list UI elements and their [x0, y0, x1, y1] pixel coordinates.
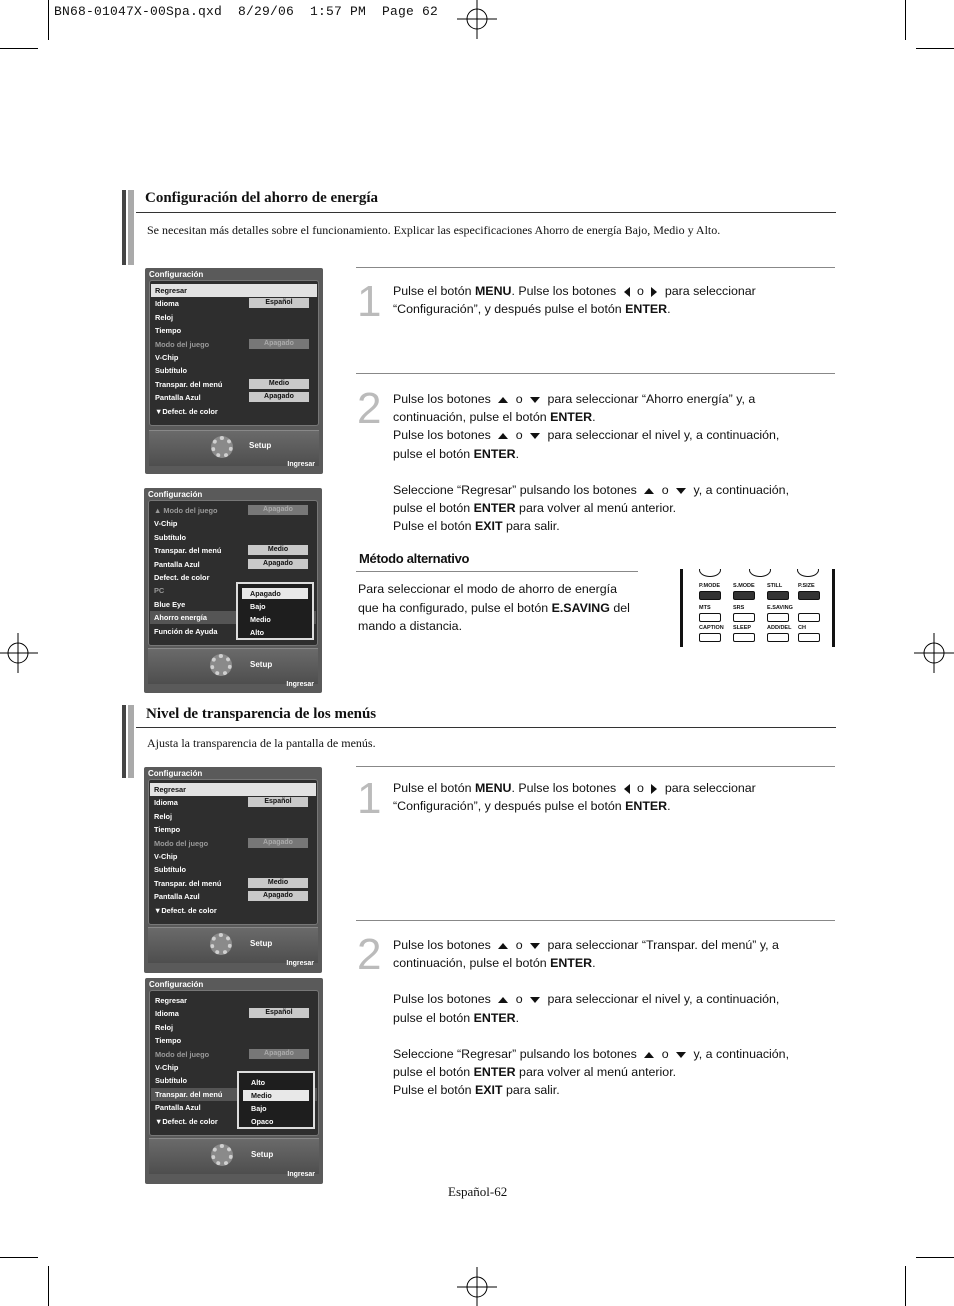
text: o — [512, 992, 527, 1007]
text: Pulse el botón — [393, 519, 475, 534]
text: para volver al menú anterior. — [515, 501, 677, 516]
text: “Configuración”, y después pulse el botón — [393, 799, 626, 814]
text: Pulse el botón — [393, 284, 475, 298]
osd-menu-item — [151, 311, 317, 324]
osd-popup-option: Bajo — [250, 602, 266, 611]
text: EXIT — [474, 1083, 503, 1098]
osd-menu-item — [151, 1034, 317, 1047]
osd-menu-item-label: Reloj — [155, 1022, 174, 1032]
crop-mark — [916, 48, 954, 49]
up-arrow-icon — [498, 433, 508, 439]
text: Seleccione “Regresar” pulsando los botones — [393, 1046, 641, 1061]
osd-menu-item — [151, 297, 317, 310]
osd-menu-item — [150, 504, 316, 517]
osd-menu-item-value: Medio — [248, 878, 308, 888]
osd-footer — [149, 1138, 319, 1178]
remote-button-label: CAPTION — [699, 625, 724, 631]
text: ENTER — [473, 446, 516, 461]
step-rule — [356, 920, 835, 921]
osd-menu-item — [150, 850, 316, 863]
osd-menu-item-label: ▼Defect. de color — [154, 905, 217, 915]
text: Pulse el botón — [393, 781, 475, 795]
osd-menu-item — [151, 405, 317, 418]
osd-menu-item-label: Reloj — [155, 312, 174, 322]
remote-button — [699, 633, 721, 642]
osd-popup-option: Medio — [250, 615, 271, 624]
up-arrow-icon — [644, 1052, 654, 1058]
osd-menu-item — [150, 863, 316, 876]
osd-menu-item-value: Apagado — [249, 339, 309, 349]
section-description: Ajusta la transparencia de la pantalla de menús. — [147, 736, 376, 750]
osd-menu-item — [150, 531, 316, 544]
osd-menu-item-label: Reloj — [154, 811, 173, 821]
text: Pulse los botones — [393, 992, 495, 1007]
text: ENTER — [625, 302, 668, 317]
step-text — [393, 936, 813, 1099]
text: Seleccione “Regresar” pulsando los botones — [393, 482, 641, 497]
crop-mark — [905, 0, 906, 40]
osd-menu-item — [150, 783, 316, 796]
osd-menu-item — [151, 994, 317, 1007]
step-text — [393, 779, 813, 815]
text: Para seleccionar el modo de ahorro de energía que ha configurado, pulse el botón — [358, 582, 617, 615]
osd-menu-item-label: V-Chip — [154, 519, 178, 529]
left-arrow-icon — [624, 287, 630, 297]
osd-menu-item — [151, 364, 317, 377]
osd-menu-item — [151, 284, 317, 297]
text: pulse el botón — [393, 501, 474, 516]
text: del mando a distancia. — [358, 600, 630, 634]
text: o — [512, 938, 527, 952]
text: Pulse los botones — [393, 428, 495, 443]
osd-menu-item-label: Modo del juego — [155, 1049, 210, 1059]
alt-method-text — [358, 580, 638, 636]
osd-menu-screenshot — [144, 767, 322, 973]
osd-title: Configuración — [149, 980, 204, 989]
down-arrow-icon — [530, 397, 540, 403]
remote-button-label: P.MODE — [699, 583, 720, 589]
osd-menu-item-value: Español — [249, 1008, 309, 1018]
osd-menu-item-value: Español — [249, 298, 309, 308]
text: para volver al menú anterior. — [515, 1065, 677, 1080]
osd-menu-item-label: Pantalla Azul — [154, 892, 200, 902]
osd-menu-item — [151, 1048, 317, 1061]
osd-menu-screenshot — [145, 978, 323, 1184]
down-arrow-icon — [530, 433, 540, 439]
text: . — [515, 446, 520, 461]
text: ENTER — [473, 1010, 516, 1025]
text: “Configuración”, y después pulse el botón — [393, 302, 626, 317]
section-title: Nivel de transparencia de los menús — [146, 706, 377, 722]
remote-button — [733, 633, 755, 642]
step-number: 2 — [357, 384, 382, 433]
osd-menu-item-label: Ahorro energía — [154, 613, 207, 623]
down-arrow-icon — [530, 943, 540, 949]
osd-menu-item — [150, 796, 316, 809]
text: y, a continuación, — [690, 482, 790, 497]
osd-menu-item — [151, 1021, 317, 1034]
text: para salir. — [502, 1083, 560, 1098]
text: E.SAVING — [551, 600, 610, 615]
osd-popup-option: Bajo — [251, 1104, 267, 1113]
osd-menu-item-label: Regresar — [155, 996, 188, 1005]
osd-menu-item-value: Apagado — [248, 838, 308, 848]
osd-menu-item-label: Pantalla Azul — [154, 559, 200, 569]
remote-button-label: CH — [798, 625, 806, 631]
text: ENTER — [550, 956, 593, 971]
osd-menu-item — [151, 391, 317, 404]
remote-button — [798, 613, 820, 622]
crop-mark — [48, 0, 49, 40]
osd-menu-item-label: ▼Defect. de color — [155, 1116, 218, 1126]
osd-enter-label: Ingresar — [286, 681, 314, 688]
osd-title: Configuración — [149, 270, 204, 279]
osd-menu-item-label: Tiempo — [155, 326, 182, 336]
text: . — [667, 302, 671, 317]
osd-menu-item-label: V-Chip — [154, 852, 178, 861]
osd-menu-item — [151, 324, 317, 337]
step-number: 2 — [357, 930, 382, 979]
text: o — [658, 1046, 673, 1061]
osd-menu-item-label: Regresar — [155, 286, 188, 295]
osd-menu-item-label: ▼Defect. de color — [155, 406, 218, 416]
down-arrow-icon — [530, 997, 540, 1003]
text: . — [592, 956, 596, 971]
text: ENTER — [473, 501, 516, 516]
osd-popup — [236, 582, 314, 640]
osd-menu-item-label: Modo del juego — [154, 838, 209, 848]
text: . — [667, 799, 671, 814]
osd-popup-option: Opaco — [251, 1117, 274, 1126]
step-rule — [356, 766, 835, 767]
down-arrow-icon — [676, 488, 686, 494]
text: para seleccionar “Ahorro energía” y, a — [544, 392, 756, 406]
osd-menu-item-label: PC — [154, 586, 165, 596]
osd-menu-item-label: Modo del juego — [155, 339, 210, 349]
osd-menu-item-label: Pantalla Azul — [155, 393, 201, 403]
up-arrow-icon — [498, 397, 508, 403]
text: pulse el botón — [393, 1065, 474, 1080]
step-rule — [356, 267, 835, 268]
crop-mark — [48, 1266, 49, 1306]
osd-menu-item — [151, 351, 317, 364]
text: ENTER — [625, 799, 668, 814]
text: para seleccionar el nivel y, a continuación, — [544, 428, 780, 443]
osd-footer — [149, 430, 319, 466]
text: o — [633, 781, 648, 795]
osd-menu-item-value: Medio — [249, 379, 309, 389]
text: EXIT — [474, 519, 503, 534]
left-arrow-icon — [624, 784, 630, 794]
text: . — [515, 1010, 520, 1025]
osd-menu-item — [150, 890, 316, 903]
osd-menu-item-value: Apagado — [248, 891, 308, 901]
osd-menu-item — [150, 544, 316, 557]
up-arrow-icon — [498, 943, 508, 949]
section-bar — [122, 190, 134, 265]
osd-setup-label: Setup — [251, 1150, 274, 1159]
crop-mark — [0, 1257, 38, 1258]
step-text — [393, 282, 813, 318]
crop-mark — [905, 1266, 906, 1306]
osd-menu-item-label: Subtítulo — [155, 366, 188, 376]
section-title: Configuración del ahorro de energía — [145, 190, 379, 206]
text: pulse el botón — [393, 1010, 474, 1025]
text: . — [592, 410, 596, 425]
step-text — [393, 390, 813, 535]
remote-button-label: E.SAVING — [767, 605, 793, 611]
osd-menu-item-label: Regresar — [154, 785, 187, 794]
registration-mark-icon — [914, 633, 954, 673]
remote-button — [798, 591, 820, 600]
text: para salir. — [502, 519, 560, 534]
registration-mark-icon — [457, 0, 497, 39]
up-arrow-icon — [644, 488, 654, 494]
remote-button — [767, 591, 789, 600]
gear-icon — [211, 436, 233, 458]
osd-title: Configuración — [148, 490, 203, 499]
osd-popup-option: Apagado — [242, 588, 308, 599]
osd-menu-item — [150, 517, 316, 530]
text: continuación, pulse el botón — [393, 410, 551, 425]
osd-menu-item-label: Idioma — [155, 1009, 179, 1019]
osd-menu-item — [150, 558, 316, 571]
gear-icon — [211, 1144, 233, 1166]
text: Pulse el botón — [393, 1083, 475, 1098]
osd-popup-option: Alto — [251, 1078, 265, 1087]
remote-button-label: STILL — [767, 583, 783, 589]
osd-menu-item-label: ▲ Modo del juego — [154, 506, 218, 515]
osd-menu-item-value: Medio — [248, 545, 308, 555]
remote-button — [733, 591, 755, 600]
remote-button — [699, 613, 721, 622]
osd-setup-label: Setup — [250, 660, 273, 669]
text: para seleccionar el nivel y, a continuación, — [544, 992, 780, 1007]
osd-menu-item — [151, 338, 317, 351]
remote-button — [699, 591, 721, 600]
osd-footer — [148, 927, 318, 967]
osd-menu-item-label: Transpar. del menú — [155, 1089, 223, 1099]
text: o — [512, 392, 527, 406]
osd-setup-label: Setup — [249, 441, 272, 450]
osd-popup-option: Medio — [243, 1090, 309, 1101]
osd-menu-item — [150, 823, 316, 836]
gear-icon — [210, 933, 232, 955]
osd-menu-item-label: Idioma — [154, 798, 178, 808]
osd-menu-item-label: Subtítulo — [154, 865, 187, 875]
osd-menu-item-label: Transpar. del menú — [154, 878, 222, 888]
section-description: Se necesitan más detalles sobre el funcionamiento. Explicar las especificaciones Ahorro de energía Bajo, Medio y Alto. — [147, 223, 721, 237]
remote-round-button — [749, 569, 771, 577]
osd-enter-label: Ingresar — [287, 461, 315, 468]
remote-round-button — [699, 569, 721, 577]
step-number: 1 — [357, 277, 382, 326]
osd-menu-item — [150, 877, 316, 890]
osd-menu-item-label: V-Chip — [155, 1063, 179, 1072]
remote-button-label: SLEEP — [733, 625, 752, 631]
osd-menu-screenshot — [144, 488, 322, 693]
osd-menu-item-label: Tiempo — [155, 1036, 182, 1046]
remote-button — [798, 633, 820, 642]
osd-popup-option: Alto — [250, 628, 264, 637]
remote-button — [733, 613, 755, 622]
remote-button-label: P.SIZE — [798, 583, 815, 589]
osd-menu-item-label: Defect. de color — [154, 573, 210, 582]
down-arrow-icon — [676, 1052, 686, 1058]
text: Pulse los botones — [393, 392, 495, 406]
text: para seleccionar “Transpar. del menú” y, a — [544, 938, 779, 952]
alt-method-rule — [356, 571, 638, 572]
osd-menu-item-label: Función de Ayuda — [154, 626, 218, 636]
print-header: BN68-01047X-00Spa.qxd 8/29/06 1:57 PM Page 62 — [54, 4, 439, 19]
osd-menu-item-value: Apagado — [248, 505, 308, 515]
text: . Pulse los botones — [511, 781, 620, 795]
text: ENTER — [550, 410, 593, 425]
text: continuación, pulse el botón — [393, 956, 551, 971]
text: o — [658, 482, 673, 497]
osd-menu-item-label: Transpar. del menú — [155, 379, 223, 389]
registration-mark-icon — [457, 1267, 497, 1306]
section-bar — [122, 705, 134, 778]
osd-enter-label: Ingresar — [287, 1171, 315, 1178]
text: pulse el botón — [393, 446, 474, 461]
up-arrow-icon — [498, 997, 508, 1003]
section-rule — [136, 727, 836, 728]
osd-menu-item — [151, 378, 317, 391]
osd-menu-item — [150, 810, 316, 823]
osd-popup — [237, 1071, 315, 1129]
remote-button-label: MTS — [699, 605, 711, 611]
osd-menu-item-label: Idioma — [155, 299, 179, 309]
osd-menu-screenshot — [145, 268, 323, 474]
text: para seleccionar — [661, 284, 756, 298]
osd-setup-label: Setup — [250, 939, 273, 948]
osd-title: Configuración — [148, 769, 203, 778]
osd-menu-item-value: Apagado — [249, 1049, 309, 1059]
text: y, a continuación, — [690, 1046, 790, 1061]
remote-button-label: ADD/DEL — [767, 625, 792, 631]
text: MENU — [474, 781, 512, 795]
crop-mark — [0, 48, 38, 49]
remote-round-button — [797, 569, 819, 577]
registration-mark-icon — [0, 633, 38, 673]
remote-button-label: SRS — [733, 605, 745, 611]
osd-menu-item-label: V-Chip — [155, 353, 179, 362]
section-rule — [136, 212, 836, 213]
right-arrow-icon — [651, 287, 657, 297]
page-footer: Español-62 — [448, 1184, 508, 1199]
text: MENU — [474, 284, 512, 298]
osd-menu-item-label: Tiempo — [154, 825, 181, 835]
osd-menu-item-label: Subtítulo — [155, 1076, 188, 1086]
right-arrow-icon — [651, 784, 657, 794]
text: para seleccionar — [661, 781, 756, 795]
remote-button-label: S.MODE — [733, 583, 755, 589]
osd-menu-item-label: Subtítulo — [154, 532, 187, 542]
osd-menu-item — [151, 1007, 317, 1020]
alt-method-title: Método alternativo — [359, 551, 470, 566]
remote-button — [767, 613, 789, 622]
osd-menu-item-label: Pantalla Azul — [155, 1103, 201, 1113]
text: . Pulse los botones — [511, 284, 620, 298]
text: o — [633, 284, 648, 298]
text: ENTER — [473, 1065, 516, 1080]
gear-icon — [210, 654, 232, 676]
step-rule — [356, 373, 835, 374]
osd-menu-item — [150, 904, 316, 917]
remote-control-illustration — [680, 569, 835, 647]
step-number: 1 — [357, 774, 382, 823]
osd-footer — [148, 648, 318, 688]
osd-menu-item-label: Transpar. del menú — [154, 546, 222, 556]
osd-menu-item-label: Blue Eye — [154, 599, 186, 609]
osd-menu-item-value: Español — [248, 797, 308, 807]
crop-mark — [916, 1257, 954, 1258]
osd-menu-item — [150, 837, 316, 850]
osd-menu-item-value: Apagado — [249, 392, 309, 402]
osd-enter-label: Ingresar — [286, 960, 314, 967]
osd-menu-item-value: Apagado — [248, 559, 308, 569]
remote-button — [767, 633, 789, 642]
text: o — [512, 428, 527, 443]
text: Pulse los botones — [393, 938, 495, 952]
